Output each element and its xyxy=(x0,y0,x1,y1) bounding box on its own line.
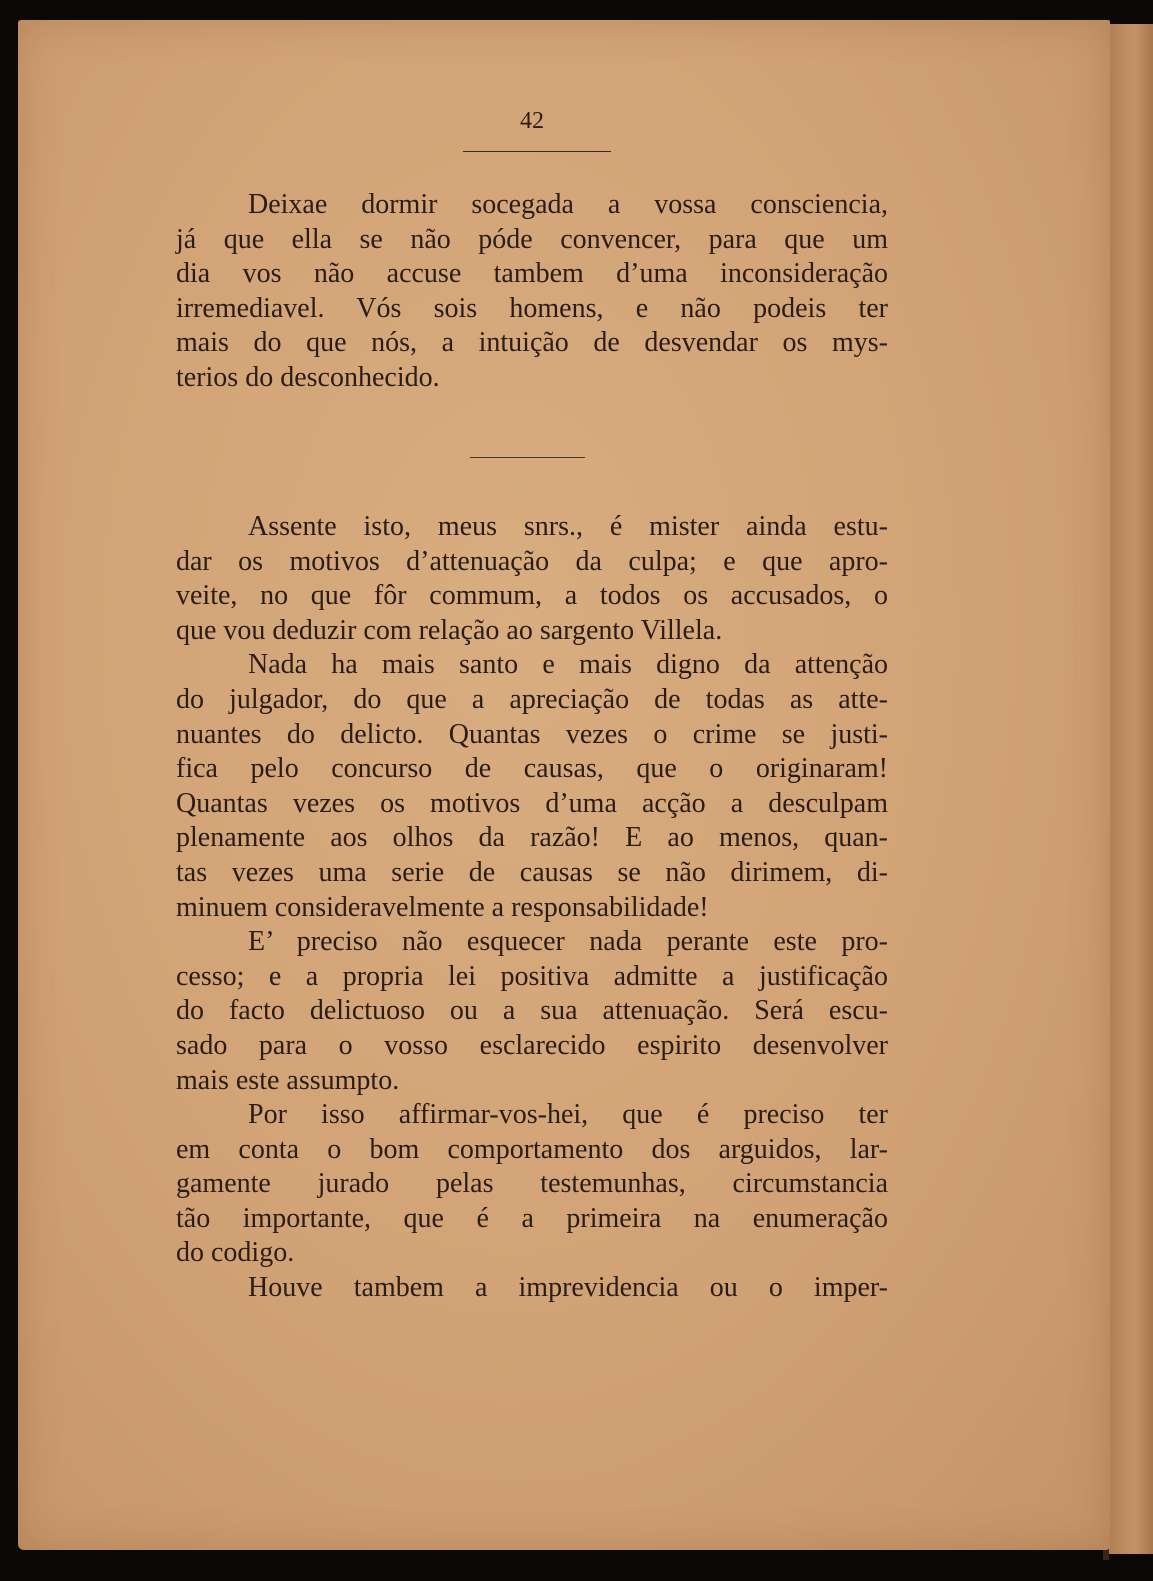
text-line: do codigo. xyxy=(176,1237,295,1269)
text-line: em conta o bom comportamento dos arguidos, lar- xyxy=(176,1133,888,1165)
text-line: E’ preciso não esquecer nada perante este pro- xyxy=(248,926,888,958)
text-line: Assente isto, meus snrs., é mister ainda estu- xyxy=(248,511,888,542)
text-line: Por isso affirmar-vos-hei, que é preciso ter xyxy=(248,1099,888,1131)
text-line: dia vos não accuse tambem d’uma inconsideração xyxy=(176,258,888,290)
text-line: tas vezes uma serie de causas se não dirimem, di- xyxy=(176,856,888,888)
text-line: gamente jurado pelas testemunhas, circumstancia xyxy=(176,1168,888,1200)
page-number: 42 xyxy=(520,108,544,134)
text-line: já que ella se não póde convencer, para que um xyxy=(176,223,888,255)
text-line: cesso; e a propria lei positiva admitte a justificação xyxy=(176,960,888,992)
text-line: do julgador, do que a apreciação de todas as atte- xyxy=(176,683,888,715)
header-rule xyxy=(463,151,611,152)
text-line: que vou deduzir com relação ao sargento Villela. xyxy=(176,614,723,646)
text-line: sado para o vosso esclarecido espirito desenvolver xyxy=(176,1029,888,1061)
text-line: fica pelo concurso de causas, que o originaram! xyxy=(176,753,888,785)
text-line: plenamente aos olhos da razão! E ao menos, quan- xyxy=(176,822,888,854)
text-line: do facto delictuoso ou a sua attenuação. Será escu- xyxy=(176,995,888,1027)
text-line: minuem consideravelmente a responsabilidade! xyxy=(176,891,709,923)
text-line: Houve tambem a imprevidencia ou o imper- xyxy=(248,1272,888,1304)
text-line: Nada ha mais santo e mais digno da attenção xyxy=(248,649,888,681)
paragraph-block-1 xyxy=(176,188,888,396)
text-line: veite, no que fôr commum, a todos os accusados, o xyxy=(176,580,888,612)
text-line: Quantas vezes os motivos d’uma acção a desculpam xyxy=(176,787,888,819)
text-line: irremediavel. Vós sois homens, e não podeis ter xyxy=(176,292,888,324)
text-line: dar os motivos d’attenuação da culpa; e que apro- xyxy=(176,545,888,577)
text-line: nuantes do delicto. Quantas vezes o crime se justi- xyxy=(176,718,888,750)
text-line: mais do que nós, a intuição de desvendar os mys- xyxy=(176,327,888,359)
text-line: terios do desconhecido. xyxy=(176,361,440,393)
section-divider xyxy=(470,457,585,458)
adjacent-page-edge xyxy=(1108,24,1153,1554)
text-line: tão importante, que é a primeira na enumeração xyxy=(176,1202,888,1234)
paragraph-block-2 xyxy=(176,510,888,1306)
text-line: mais este assumpto. xyxy=(176,1064,400,1096)
text-line: Deixae dormir socegada a vossa consciencia, xyxy=(248,189,888,220)
